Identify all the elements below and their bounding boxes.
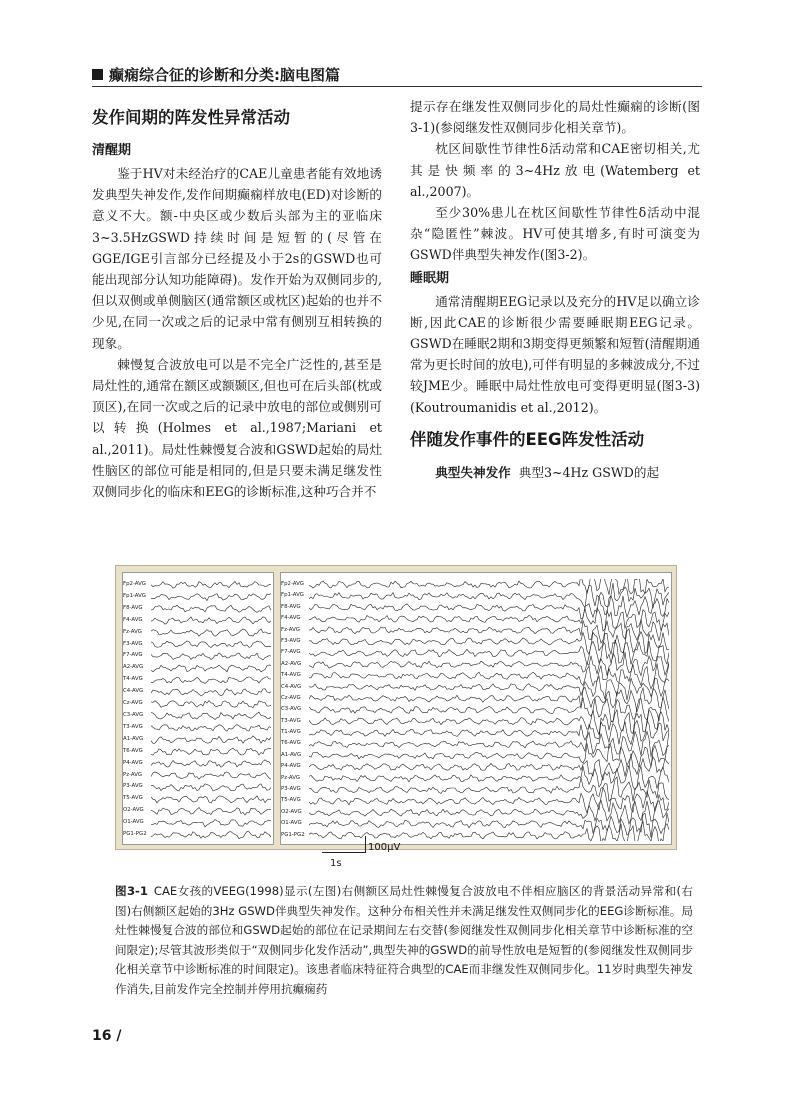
paragraph: 提示存在继发性双侧同步化的局灶性癫痫的诊断(图3-1)(参阅继发性双侧同步化相关章节)。 xyxy=(410,99,700,136)
channel-label: F3-AVG xyxy=(123,640,143,647)
eeg-trace xyxy=(151,641,271,648)
channel-label: Fp2-AVG xyxy=(123,581,146,587)
eeg-trace xyxy=(151,594,271,601)
eeg-trace xyxy=(309,677,669,701)
paragraph: 鉴于HV对未经治疗的CAE儿童患者能有效地诱发典型失神发作,发作间期癫痫样放电(ED)对诊断的意义不大。额-中央区或少数后头部为主的亚临床3~3.5HzGSWD持续时间是短暂的(尽管在GGE/IGE引言部分已经提及小于2s的GSWD也可能出现部分认知功能障碍)。发作开始为双侧同步的,但以双侧或单侧脑区(通常额区或枕区)起始的也并不少见,在同一次或之后的记录中常有侧别互相转换的现象。 xyxy=(92,166,382,351)
eeg-trace xyxy=(151,725,271,732)
paragraph-text: 典型3~4Hz GSWD的起 xyxy=(518,464,660,480)
page-number: 16 / xyxy=(92,1028,122,1044)
eeg-trace xyxy=(151,772,271,779)
channel-label: T1-AVG xyxy=(281,729,301,736)
paragraph: 至少30%患儿在枕区间歇性节律性δ活动中混杂“隐匿性”棘波。HV可使其增多,有时可演变为GSWD伴典型失神发作(图3-2)。 xyxy=(410,205,700,263)
channel-label: O2-AVG xyxy=(281,808,302,815)
eeg-trace xyxy=(309,720,669,744)
eeg-trace xyxy=(151,712,271,719)
eeg-trace xyxy=(309,579,669,595)
eeg-trace xyxy=(151,653,271,660)
channel-label: C3-AVG xyxy=(281,706,302,713)
eeg-trace xyxy=(151,760,271,768)
eeg-trace xyxy=(309,777,669,801)
channel-label: Fp1-AVG xyxy=(281,592,304,599)
eeg-trace xyxy=(309,731,669,757)
right-column xyxy=(410,96,700,483)
inline-lead: 典型失神发作 xyxy=(435,464,511,480)
eeg-panel-left xyxy=(122,572,274,845)
channel-label: O1-AVG xyxy=(281,820,302,827)
running-header xyxy=(92,64,702,85)
channel-label: P3-AVG xyxy=(281,786,301,793)
channel-label: O2-AVG xyxy=(123,807,144,814)
eeg-traces-left xyxy=(151,579,271,841)
eeg-trace xyxy=(151,748,271,755)
caption-text: CAE女孩的VEEG(1998)显示(左图)右侧额区局灶性棘慢复合波放电不伴相应脑区的背景活动异常和(右图)右侧额区起始的3Hz GSWD伴典型失神发作。这种分布相关性并未满足继发性双侧同步化的EEG诊断标准。局灶性棘慢复合波的部位和GSWD起始的部位在记录期间左右交替(参阅继发性双侧同步化相关章节中诊断标准的空间限定);尽管其波形类似于“双侧同步化发作活动”,典型失神的GSWD的前导性放电是短暂的(参阅继发性双侧同步化相关章节中诊断标准的时间限定)。该患者临床特征符合典型的CAE而非继发性双侧同步化。11岁时典型失神发作消失,目前发作完全控制并停用抗癫痫药 xyxy=(115,884,693,996)
channel-label: F8-AVG xyxy=(123,604,143,611)
header-title: 癫痫综合征的诊断和分类:脑电图篇 xyxy=(109,66,341,84)
time-scale-label: 1s xyxy=(330,858,342,869)
channel-label: Fp2-AVG xyxy=(281,581,304,587)
channel-label: P4-AVG xyxy=(281,763,301,770)
eeg-trace xyxy=(309,663,669,689)
eeg-trace xyxy=(151,582,271,589)
channel-label: A2-AVG xyxy=(123,664,144,671)
eeg-trace xyxy=(151,796,271,803)
channel-label: T5-AVG xyxy=(281,797,301,804)
channel-label: F8-AVG xyxy=(281,603,301,610)
amplitude-scale-label: 100μV xyxy=(368,842,401,853)
paragraph xyxy=(410,462,700,483)
header-rule xyxy=(92,86,702,87)
eeg-trace xyxy=(151,784,271,791)
eeg-trace xyxy=(151,605,271,612)
channel-label: T6-AVG xyxy=(123,747,143,754)
channel-label: T4-AVG xyxy=(281,672,301,679)
channel-label: A1-AVG xyxy=(123,735,144,742)
channel-label: F7-AVG xyxy=(123,652,143,659)
eeg-trace xyxy=(151,808,271,815)
channel-label: Pz-AVG xyxy=(123,771,143,778)
section-heading-ictal: 伴随发作事件的EEG阵发性活动 xyxy=(410,429,645,449)
subheading-awake: 清醒期 xyxy=(92,143,132,158)
channel-label: F7-AVG xyxy=(281,649,301,656)
channel-label: F3-AVG xyxy=(281,637,301,644)
channel-label: Fp1-AVG xyxy=(123,592,146,599)
channel-label: Fz-AVG xyxy=(281,626,300,633)
channel-label: F4-AVG xyxy=(281,615,301,622)
eeg-trace xyxy=(151,665,271,672)
eeg-figure xyxy=(115,565,677,850)
paragraph: 枕区间歇性节律性δ活动常和CAE密切相关,尤其是快频率的3~4Hz放电(Watemberg et al.,2007)。 xyxy=(410,141,700,199)
section-heading-interictal: 发作间期的阵发性异常活动 xyxy=(92,108,290,127)
channel-label: C4-AVG xyxy=(281,683,302,690)
eeg-trace xyxy=(309,743,669,767)
eeg-trace xyxy=(309,583,669,608)
channel-label: F4-AVG xyxy=(123,616,143,623)
eeg-traces-right xyxy=(309,579,669,841)
eeg-trace xyxy=(151,629,271,636)
channel-label: Pz-AVG xyxy=(281,774,301,781)
eeg-trace xyxy=(151,689,271,696)
channel-labels-left xyxy=(123,579,149,841)
eeg-trace xyxy=(151,677,271,684)
eeg-panel-right xyxy=(280,572,672,845)
eeg-trace xyxy=(151,736,271,743)
channel-label: PG1-PG2 xyxy=(281,831,305,838)
channel-label: C3-AVG xyxy=(123,711,144,718)
eeg-trace xyxy=(151,831,271,838)
channel-label: Cz-AVG xyxy=(123,700,143,707)
figure-caption xyxy=(115,882,693,1000)
channel-label: C4-AVG xyxy=(123,688,144,695)
amplitude-scale-bar xyxy=(365,836,366,853)
left-column xyxy=(92,96,382,502)
paragraph: 棘慢复合波放电可以是不完全广泛性的,甚至是局灶性的,通常在额区或额颞区,但也可在后头部(枕或顶区),在同一次或之后的记录中放电的部位或侧别可以转换(Holmes et al.,1987;Mariani et al.,2011)。局灶性棘慢复合波和GSWD起始的局灶性脑区的部位可能是相同的,但是只要未满足继发性双侧同步化的临床和EEG的诊断标准,这种巧合并不 xyxy=(92,356,382,500)
paragraph: 通常清醒期EEG记录以及充分的HV足以确立诊断,因此CAE的诊断很少需要睡眠期EEG记录。GSWD在睡眠2期和3期变得更频繁和短暂(清醒期通常为更长时间的放电),可伴有明显的多棘波成分,不过较JME少。睡眠中局灶性放电可变得更明显(图3-3)(Koutroumanidis et al.,2012)。 xyxy=(410,293,700,415)
channel-label: A1-AVG xyxy=(281,751,302,758)
eeg-trace xyxy=(151,617,271,624)
channel-label: PG1-PG2 xyxy=(123,831,147,838)
channel-labels-right xyxy=(281,579,307,841)
channel-label: O1-AVG xyxy=(123,819,144,826)
channel-label: T4-AVG xyxy=(123,676,143,683)
channel-label: T3-AVG xyxy=(281,717,301,724)
channel-label: T6-AVG xyxy=(281,740,301,747)
eeg-trace xyxy=(309,710,669,735)
eeg-trace xyxy=(309,697,669,722)
channel-label: P3-AVG xyxy=(123,783,143,790)
channel-label: P4-AVG xyxy=(123,759,143,766)
subheading-sleep: 睡眠期 xyxy=(410,270,450,286)
channel-label: A2-AVG xyxy=(281,660,302,667)
channel-label: Cz-AVG xyxy=(281,694,301,701)
eeg-trace xyxy=(151,701,271,708)
eeg-trace xyxy=(151,820,271,827)
eeg-trace xyxy=(309,652,669,676)
caption-label: 图3-1 xyxy=(115,884,148,898)
eeg-trace xyxy=(309,765,669,790)
eeg-trace xyxy=(309,800,669,824)
channel-label: T5-AVG xyxy=(123,795,143,802)
channel-label: T3-AVG xyxy=(123,723,143,730)
time-scale-bar xyxy=(322,852,366,853)
header-square-icon xyxy=(92,69,103,80)
channel-label: Fz-AVG xyxy=(123,628,142,635)
